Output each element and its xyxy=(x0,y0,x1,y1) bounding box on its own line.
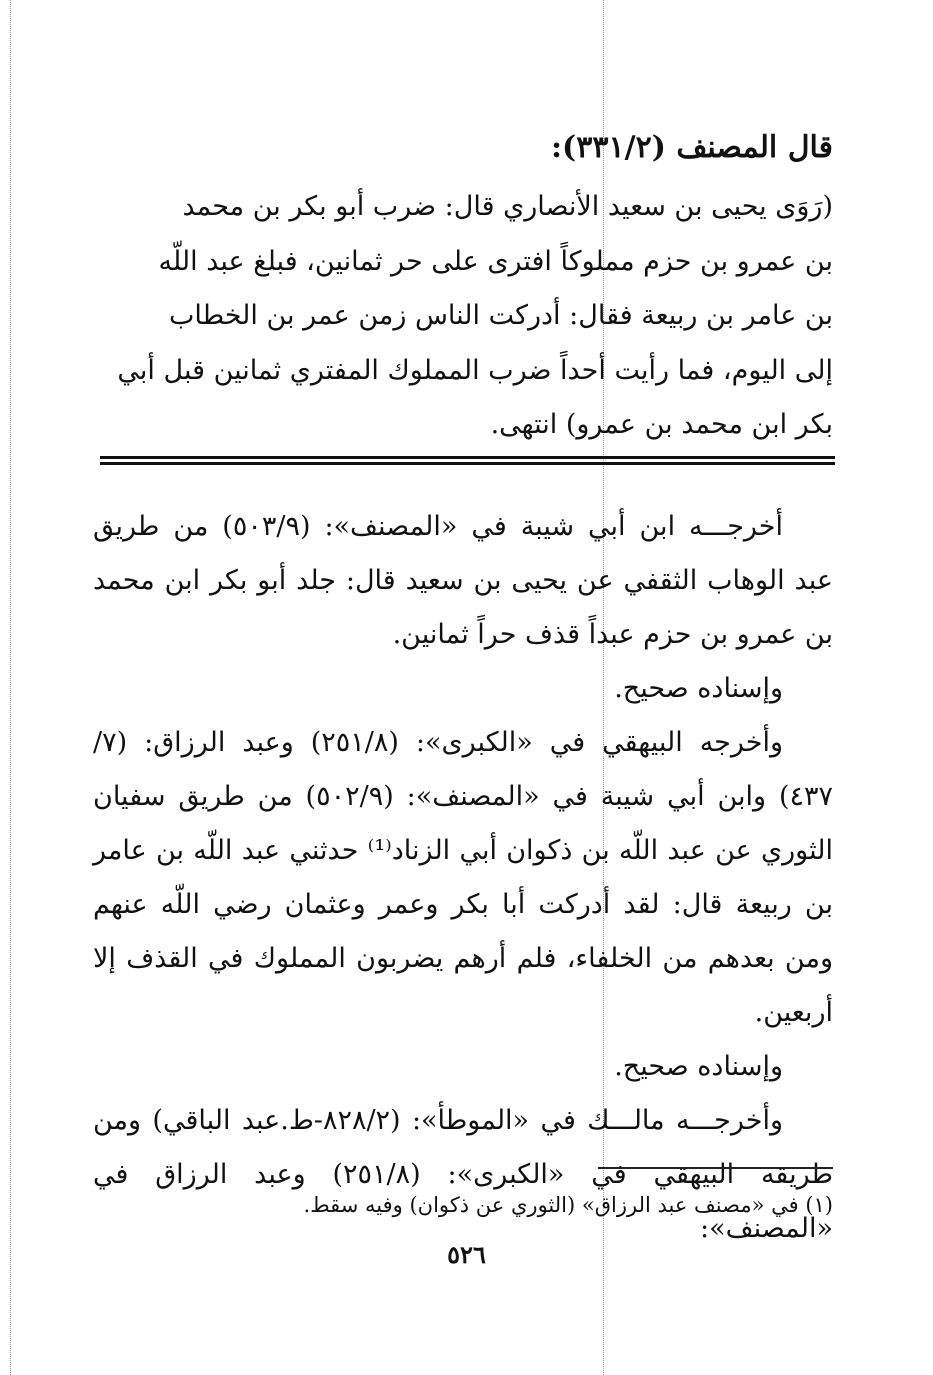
separator-rule-top xyxy=(100,456,835,459)
scan-edge-line xyxy=(10,0,11,1375)
quote-line: بن عامر بن ربيعة فقال: أدركت الناس زمن عمر بن الخطاب xyxy=(168,300,833,331)
page-number: ٥٢٦ xyxy=(447,1240,486,1269)
commentary-paragraph: وأخرجـــه مالـــك في «الموطأ»: (٨٢٨/٢-ط.عبد الباقي) ومن طريقه البيهقي في «الكبرى»: (٢٥١/٨) وعبد الرزاق في «المصنف»: xyxy=(93,1105,833,1244)
quote-line: إلى اليوم، فما رأيت أحداً ضرب المملوك المفتري ثمانين قبل أبي xyxy=(117,354,833,386)
commentary-paragraph: وإسناده صحيح. xyxy=(614,673,783,704)
commentary-body xyxy=(93,500,833,1256)
quote-line: (رَوَى يحيى بن سعيد الأنصاري قال: ضرب أبو بكر بن محمد xyxy=(182,191,833,222)
commentary-paragraph: وإسناده صحيح. xyxy=(614,1051,783,1082)
quote-line: بكر ابن محمد بن عمرو) انتهى. xyxy=(490,409,833,440)
commentary-paragraph: وأخرجه البيهقي في «الكبرى»: (٢٥١/٨) وعبد الرزاق: (٧/ ٤٣٧) وابن أبي شيبة في «المصنف»: (٥٠٢/٩) من طريق سفيان الثوري عن عبد اللّه بن ذكوان أبي الزناد⁽¹⁾ حدثني عبد اللّه بن عامر بن ربيعة قال: لقد أدركت أبا بكر وعمر وعثمان رضي اللّه عنهم ومن بعدهم من الخلفاء، فلم أرهم يضربون المملوك في القذف إلا أربعين. xyxy=(93,727,834,1028)
commentary-paragraph: أخرجـــه ابن أبي شيبة في «المصنف»: (٥٠٣/٩) من طريق عبد الوهاب الثقفي عن يحيى بن سعيد قال: جلد أبو بكر ابن محمد بن عمرو بن حزم عبداً قذف حراً ثمانين. xyxy=(93,511,833,650)
footnote-separator xyxy=(598,1167,833,1169)
quoted-text xyxy=(93,180,833,453)
footnote: (١) في «مصنف عبد الرزاق» (الثوري عن ذكوان) وفيه سقط. xyxy=(303,1193,833,1217)
separator-rule-bottom xyxy=(100,462,835,465)
section-heading: قال المصنف (٣٣١/٢): xyxy=(550,130,833,165)
quote-line: بن عمرو بن حزم مملوكاً افترى على حر ثمانين، فبلغ عبد اللّه xyxy=(158,245,833,277)
